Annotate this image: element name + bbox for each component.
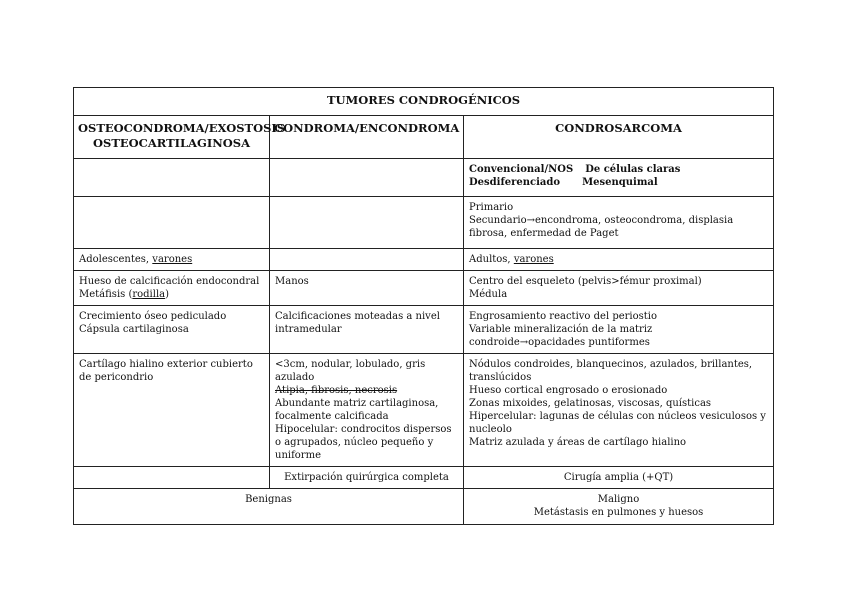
- origin-row: [74, 197, 774, 249]
- types-cell: [464, 159, 774, 197]
- prognosis-benign: Benignas: [74, 489, 464, 525]
- types-col2-empty: [270, 159, 464, 197]
- histology-col2-line1: <3cm, nodular, lobulado, gris azulado: [275, 359, 426, 383]
- prognosis-malign-line1: Maligno: [597, 494, 640, 505]
- histology-col3-line1: Nódulos condroides, blanquecinos, azulados, brillantes, translúcidos: [469, 359, 753, 383]
- header-row: [74, 116, 774, 159]
- title-row: [74, 88, 774, 116]
- histology-col1: Cartílago hialino exterior cubierto de pericondrio: [74, 354, 270, 467]
- type-mesenchymal: Mesenquimal: [582, 177, 658, 188]
- histology-col2: [270, 354, 464, 467]
- imaging-col3-line1: Engrosamiento reactivo del periostio: [469, 311, 658, 322]
- histology-col3-line5: Matriz azulada y áreas de cartílago hialino: [469, 437, 687, 448]
- location-col3: [464, 271, 774, 306]
- location-col2: Manos: [270, 271, 464, 306]
- histology-col3: [464, 354, 774, 467]
- header-condroma: CONDROMA/ENCONDROMA: [270, 116, 464, 159]
- age-col1: [74, 249, 270, 271]
- treatment-col2: Extirpación quirúrgica completa: [270, 467, 464, 489]
- origin-secondary: Secundario→encondroma, osteocondroma, displasia fibrosa, enfermedad de Paget: [469, 215, 734, 239]
- age-col2-empty: [270, 249, 464, 271]
- origin-cell: [464, 197, 774, 249]
- age-col3: [464, 249, 774, 271]
- imaging-col1: [74, 306, 270, 354]
- chondrogenic-tumors-table: [73, 87, 774, 525]
- histology-col2-strike: Atipia, fibrosis, necrosis: [275, 385, 398, 396]
- origin-col1-empty: [74, 197, 270, 249]
- location-col1: [74, 271, 270, 306]
- imaging-row: [74, 306, 774, 354]
- type-clear-cell: De células claras: [585, 164, 681, 175]
- imaging-col3-line2: Variable mineralización de la matriz condroide→opacidades puntiformes: [469, 324, 653, 348]
- histology-col3-line2: Hueso cortical engrosado o erosionado: [469, 385, 668, 396]
- age-col1-sex: varones: [152, 254, 193, 265]
- types-col1-empty: [74, 159, 270, 197]
- table-title: TUMORES CONDROGÉNICOS: [74, 88, 774, 116]
- origin-col2-empty: [270, 197, 464, 249]
- header-condrosarcoma: CONDROSARCOMA: [464, 116, 774, 159]
- age-col3-prefix: Adultos,: [469, 254, 511, 265]
- prognosis-malign-line2: Metástasis en pulmones y huesos: [533, 507, 704, 518]
- prognosis-malign: [464, 489, 774, 525]
- location-col3-line2: Médula: [469, 289, 508, 300]
- location-col1-knee: rodilla: [132, 289, 166, 300]
- header-osteocondroma: OSTEOCONDROMA/EXOSTOSIS OSTEOCARTILAGINOSA: [74, 116, 270, 159]
- imaging-col2: Calcificaciones moteadas a nivel intramedular: [270, 306, 464, 354]
- location-col1-suffix: ): [165, 289, 170, 300]
- types-row: [74, 159, 774, 197]
- location-col1-line1: Hueso de calcificación endocondral: [79, 276, 260, 287]
- histology-col2-line4: Hipocelular: condrocitos dispersos o agrupados, núcleo pequeño y uniforme: [275, 424, 452, 461]
- age-col1-prefix: Adolescentes,: [79, 254, 150, 265]
- type-conventional: Convencional/NOS: [469, 164, 574, 175]
- histology-col2-line3: Abundante matriz cartilaginosa, focalmente calcificada: [275, 398, 439, 422]
- imaging-col3: [464, 306, 774, 354]
- type-dedifferentiated: Desdiferenciado: [469, 177, 561, 188]
- prognosis-row: [74, 489, 774, 525]
- age-col3-sex: varones: [513, 254, 554, 265]
- treatment-col3: Cirugía amplia (+QT): [464, 467, 774, 489]
- imaging-col1-line2: Cápsula cartilaginosa: [79, 324, 189, 335]
- age-row: [74, 249, 774, 271]
- treatment-row: [74, 467, 774, 489]
- imaging-col1-line1: Crecimiento óseo pediculado: [79, 311, 227, 322]
- origin-primary: Primario: [469, 202, 514, 213]
- histology-col3-line4: Hipercelular: lagunas de células con núcleos vesiculosos y nucleolo: [469, 411, 766, 435]
- location-col1-prefix: Metáfisis (: [79, 289, 133, 300]
- location-col3-line1: Centro del esqueleto (pelvis>fémur proximal): [469, 276, 702, 287]
- histology-row: [74, 354, 774, 467]
- histology-col3-line3: Zonas mixoides, gelatinosas, viscosas, quísticas: [469, 398, 712, 409]
- treatment-col1-empty: [74, 467, 270, 489]
- location-row: [74, 271, 774, 306]
